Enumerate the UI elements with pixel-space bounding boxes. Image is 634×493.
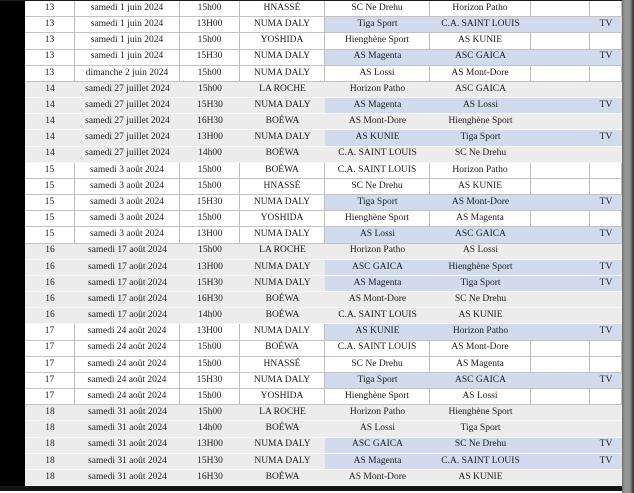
tv-badge-cell xyxy=(590,421,622,436)
table-row xyxy=(0,357,622,373)
date-cell: samedi 3 août 2024 xyxy=(75,163,180,178)
empty-cell xyxy=(531,98,590,113)
round-cell: 16 xyxy=(45,261,55,272)
round-cell: 14 xyxy=(45,132,55,143)
window-edge-bar xyxy=(622,0,634,493)
away-team-cell: Tiga Sport xyxy=(430,276,531,291)
table-row xyxy=(0,373,622,389)
table-row xyxy=(0,1,622,17)
time-cell: 13H00 xyxy=(180,17,240,32)
away-team-cell: Hienghène Sport xyxy=(448,407,513,418)
date-cell: samedi 24 août 2024 xyxy=(75,324,180,339)
home-team-cell: AS KUNIE xyxy=(325,324,430,339)
table-row xyxy=(0,454,622,470)
round-cell: 15 xyxy=(25,195,75,210)
tv-badge-cell xyxy=(590,405,622,420)
away-team-cell: AS Lossi xyxy=(430,98,531,113)
home-team-cell: Tiga Sport xyxy=(325,195,430,210)
round-cell: 18 xyxy=(45,407,55,418)
date-cell: samedi 24 août 2024 xyxy=(75,357,180,372)
table-row xyxy=(0,389,622,405)
date-cell: dimanche 2 juin 2024 xyxy=(75,66,180,81)
empty-cell xyxy=(531,260,590,275)
date-cell: samedi 1 juin 2024 xyxy=(75,17,180,32)
tv-badge-cell: TV xyxy=(590,227,622,242)
venue-cell: BOÉWA xyxy=(265,423,300,434)
venue-cell: NUMA DALY xyxy=(240,50,325,65)
time-cell: 15h00 xyxy=(180,211,240,226)
venue-cell: NUMA DALY xyxy=(254,99,311,110)
away-team-cell: AS Magenta xyxy=(430,357,531,372)
time-cell: 15h00 xyxy=(180,66,240,81)
venue-cell: BOÉWA xyxy=(265,148,300,159)
date-cell: samedi 31 août 2024 xyxy=(88,423,167,434)
time-cell: 15h00 xyxy=(198,83,222,94)
venue-cell: YOSHIDA xyxy=(240,211,325,226)
away-team-cell: C.A. SAINT LOUIS xyxy=(430,454,531,469)
away-team-cell: AS Mont-Dore xyxy=(430,66,531,81)
tv-badge-cell xyxy=(590,470,622,485)
time-cell: 13H00 xyxy=(197,439,223,450)
home-team-cell: SC Ne Drehu xyxy=(325,179,430,194)
home-team-cell: Horizon Patho xyxy=(349,407,406,418)
round-cell: 13 xyxy=(25,50,75,65)
home-team-cell: AS Mont-Dore xyxy=(348,116,407,127)
date-cell: samedi 17 août 2024 xyxy=(88,277,167,288)
date-cell: samedi 31 août 2024 xyxy=(88,439,167,450)
time-cell: 15H30 xyxy=(197,277,223,288)
left-black-bar xyxy=(0,1,25,486)
home-team-cell: SC Ne Drehu xyxy=(325,357,430,372)
venue-cell: HNASSÉ xyxy=(240,179,325,194)
tv-badge-cell: TV xyxy=(590,276,622,291)
date-cell: samedi 27 juillet 2024 xyxy=(85,116,170,127)
round-cell: 17 xyxy=(25,324,75,339)
time-cell: 15H30 xyxy=(180,195,240,210)
home-team-cell: AS Mont-Dore xyxy=(348,293,407,304)
table-row xyxy=(0,17,622,33)
empty-cell xyxy=(531,195,590,210)
empty-cell xyxy=(531,179,590,194)
round-cell: 17 xyxy=(25,373,75,388)
home-team-cell: C.A. SAINT LOUIS xyxy=(338,310,417,321)
venue-cell: YOSHIDA xyxy=(240,33,325,48)
date-cell: samedi 24 août 2024 xyxy=(75,373,180,388)
round-cell: 18 xyxy=(45,439,55,450)
round-cell: 14 xyxy=(45,148,55,159)
time-cell: 15h00 xyxy=(180,389,240,404)
time-cell: 15h00 xyxy=(180,179,240,194)
date-cell: samedi 17 août 2024 xyxy=(88,261,167,272)
tv-badge-cell xyxy=(590,211,622,226)
away-team-cell: Horizon Patho xyxy=(430,163,531,178)
venue-cell: HNASSÉ xyxy=(240,1,325,16)
date-cell: samedi 27 juillet 2024 xyxy=(85,99,170,110)
time-cell: 13H00 xyxy=(197,132,223,143)
home-team-cell: Hienghène Sport xyxy=(325,211,430,226)
round-cell: 13 xyxy=(25,17,75,32)
home-team-cell: C.A. SAINT LOUIS xyxy=(325,341,430,356)
time-cell: 15h00 xyxy=(180,341,240,356)
round-cell: 18 xyxy=(45,423,55,434)
venue-cell: NUMA DALY xyxy=(240,227,325,242)
tv-badge-cell: TV xyxy=(590,17,622,32)
round-cell: 15 xyxy=(25,211,75,226)
tv-badge-cell xyxy=(590,308,622,323)
table-row xyxy=(0,470,622,486)
date-cell: samedi 3 août 2024 xyxy=(75,179,180,194)
table-row xyxy=(0,421,622,437)
tv-badge-cell xyxy=(590,357,622,372)
away-team-cell: Horizon Patho xyxy=(430,1,531,16)
empty-cell xyxy=(531,17,590,32)
round-cell: 14 xyxy=(45,99,55,110)
venue-cell: BOÉWA xyxy=(265,116,300,127)
date-cell: samedi 17 août 2024 xyxy=(88,245,167,256)
empty-cell xyxy=(531,66,590,81)
away-team-cell: AS Mont-Dore xyxy=(430,195,531,210)
away-team-cell: SC Ne Drehu xyxy=(430,438,531,453)
empty-cell xyxy=(531,276,590,291)
tv-badge-cell: TV xyxy=(590,98,622,113)
away-team-cell: ASC GAICA xyxy=(430,227,531,242)
date-cell: samedi 31 août 2024 xyxy=(88,407,167,418)
home-team-cell: ASC GAICA xyxy=(325,260,430,275)
venue-cell: LA ROCHE xyxy=(259,407,306,418)
table-row xyxy=(0,292,622,308)
home-team-cell: Hienghène Sport xyxy=(325,33,430,48)
venue-cell: YOSHIDA xyxy=(240,389,325,404)
table-row xyxy=(0,66,622,82)
table-row xyxy=(0,244,622,260)
venue-cell: NUMA DALY xyxy=(240,373,325,388)
time-cell: 13H00 xyxy=(180,227,240,242)
venue-cell: NUMA DALY xyxy=(254,455,311,466)
away-team-cell: AS Lossi xyxy=(462,245,499,256)
table-row xyxy=(0,341,622,357)
time-cell: 15H30 xyxy=(180,50,240,65)
time-cell: 13H00 xyxy=(180,324,240,339)
date-cell: samedi 31 août 2024 xyxy=(88,455,167,466)
date-cell: samedi 1 juin 2024 xyxy=(75,1,180,16)
home-team-cell: Hienghène Sport xyxy=(325,389,430,404)
empty-cell xyxy=(531,163,590,178)
empty-cell xyxy=(531,244,590,259)
time-cell: 15H30 xyxy=(197,99,223,110)
empty-cell xyxy=(531,357,590,372)
time-cell: 16H30 xyxy=(197,116,223,127)
tv-badge-cell xyxy=(590,82,622,97)
round-cell: 17 xyxy=(25,341,75,356)
home-team-cell: AS Magenta xyxy=(325,98,430,113)
venue-cell: NUMA DALY xyxy=(254,132,311,143)
time-cell: 16H30 xyxy=(197,471,223,482)
empty-cell xyxy=(531,324,590,339)
time-cell: 14h00 xyxy=(198,310,222,321)
empty-cell xyxy=(531,454,590,469)
round-cell: 15 xyxy=(25,163,75,178)
table-row xyxy=(0,438,622,454)
round-cell: 16 xyxy=(45,277,55,288)
home-team-cell: ASC GAICA xyxy=(325,438,430,453)
home-team-cell: C.A. SAINT LOUIS xyxy=(338,148,417,159)
home-team-cell: Horizon Patho xyxy=(349,245,406,256)
venue-cell: BOÉWA xyxy=(265,471,300,482)
tv-badge-cell xyxy=(590,66,622,81)
tv-badge-cell: TV xyxy=(590,195,622,210)
table-row xyxy=(0,276,622,292)
round-cell: 13 xyxy=(25,33,75,48)
home-team-cell: AS Lossi xyxy=(325,66,430,81)
time-cell: 15h00 xyxy=(180,357,240,372)
empty-cell xyxy=(531,211,590,226)
venue-cell: NUMA DALY xyxy=(254,277,311,288)
table-row xyxy=(0,260,622,276)
empty-cell xyxy=(531,227,590,242)
empty-cell xyxy=(531,50,590,65)
table-bottom-border xyxy=(0,486,622,491)
empty-cell xyxy=(531,373,590,388)
away-team-cell: ASC GAICA xyxy=(430,50,531,65)
date-cell: samedi 24 août 2024 xyxy=(75,341,180,356)
home-team-cell: Horizon Patho xyxy=(349,83,406,94)
time-cell: 13H00 xyxy=(197,261,223,272)
home-team-cell: AS Magenta xyxy=(325,454,430,469)
date-cell: samedi 3 août 2024 xyxy=(75,211,180,226)
table-row xyxy=(0,324,622,340)
round-cell: 18 xyxy=(45,471,55,482)
home-team-cell: C.A. SAINT LOUIS xyxy=(325,163,430,178)
away-team-cell: Horizon Patho xyxy=(430,324,531,339)
empty-cell xyxy=(531,147,590,162)
tv-badge-cell: TV xyxy=(590,454,622,469)
home-team-cell: Tiga Sport xyxy=(325,373,430,388)
round-cell: 16 xyxy=(45,310,55,321)
date-cell: samedi 17 août 2024 xyxy=(88,310,167,321)
table-row xyxy=(0,163,622,179)
venue-cell: LA ROCHE xyxy=(259,83,306,94)
tv-badge-cell xyxy=(590,114,622,129)
tv-badge-cell xyxy=(590,292,622,307)
round-cell: 16 xyxy=(45,245,55,256)
away-team-cell: AS KUNIE xyxy=(458,471,503,482)
time-cell: 15h00 xyxy=(180,163,240,178)
tv-badge-cell: TV xyxy=(590,50,622,65)
table-row xyxy=(0,308,622,324)
time-cell: 15H30 xyxy=(197,455,223,466)
home-team-cell: SC Ne Drehu xyxy=(325,1,430,16)
tv-badge-cell: TV xyxy=(590,373,622,388)
date-cell: samedi 1 juin 2024 xyxy=(75,50,180,65)
round-cell: 15 xyxy=(25,179,75,194)
away-team-cell: AS Mont-Dore xyxy=(430,341,531,356)
round-cell: 14 xyxy=(45,83,55,94)
table-row xyxy=(0,195,622,211)
time-cell: 15H30 xyxy=(180,373,240,388)
table-row xyxy=(0,211,622,227)
empty-cell xyxy=(531,389,590,404)
table-row xyxy=(0,98,622,114)
empty-cell xyxy=(531,308,590,323)
tv-badge-cell xyxy=(590,341,622,356)
time-cell: 14h00 xyxy=(198,423,222,434)
empty-cell xyxy=(531,421,590,436)
away-team-cell: AS KUNIE xyxy=(458,310,503,321)
empty-cell xyxy=(531,341,590,356)
home-team-cell: AS Magenta xyxy=(325,276,430,291)
empty-cell xyxy=(531,82,590,97)
away-team-cell: AS Lossi xyxy=(430,389,531,404)
away-team-cell: AS KUNIE xyxy=(430,33,531,48)
date-cell: samedi 27 juillet 2024 xyxy=(85,83,170,94)
away-team-cell: Tiga Sport xyxy=(460,423,501,434)
away-team-cell: Tiga Sport xyxy=(430,130,531,145)
round-cell: 18 xyxy=(45,455,55,466)
date-cell: samedi 3 août 2024 xyxy=(75,227,180,242)
time-cell: 16H30 xyxy=(197,293,223,304)
time-cell: 14h00 xyxy=(198,148,222,159)
venue-cell: BOÉWA xyxy=(265,293,300,304)
table-row xyxy=(0,130,622,146)
venue-cell: LA ROCHE xyxy=(259,245,306,256)
home-team-cell: AS Mont-Dore xyxy=(348,471,407,482)
tv-badge-cell xyxy=(590,244,622,259)
round-cell: 17 xyxy=(25,389,75,404)
date-cell: samedi 31 août 2024 xyxy=(88,471,167,482)
round-cell: 13 xyxy=(25,1,75,16)
time-cell: 15h00 xyxy=(198,245,222,256)
empty-cell xyxy=(531,33,590,48)
table-row xyxy=(0,227,622,243)
away-team-cell: ASC GAICA xyxy=(455,83,506,94)
round-cell: 14 xyxy=(45,116,55,127)
tv-badge-cell: TV xyxy=(590,324,622,339)
table-row xyxy=(0,33,622,49)
tv-badge-cell xyxy=(590,163,622,178)
venue-cell: BOÉWA xyxy=(265,310,300,321)
round-cell: 16 xyxy=(45,293,55,304)
empty-cell xyxy=(531,114,590,129)
venue-cell: NUMA DALY xyxy=(240,17,325,32)
tv-badge-cell xyxy=(590,1,622,16)
table-row xyxy=(0,147,622,163)
table-row xyxy=(0,405,622,421)
empty-cell xyxy=(531,470,590,485)
venue-cell: NUMA DALY xyxy=(240,66,325,81)
date-cell: samedi 1 juin 2024 xyxy=(75,33,180,48)
empty-cell xyxy=(531,438,590,453)
empty-cell xyxy=(531,130,590,145)
time-cell: 15h00 xyxy=(180,1,240,16)
venue-cell: NUMA DALY xyxy=(240,195,325,210)
away-team-cell: Hienghène Sport xyxy=(448,116,513,127)
round-cell: 13 xyxy=(25,66,75,81)
table-row xyxy=(0,114,622,130)
tv-badge-cell: TV xyxy=(590,130,622,145)
away-team-cell: C.A. SAINT LOUIS xyxy=(430,17,531,32)
home-team-cell: AS Lossi xyxy=(359,423,396,434)
venue-cell: NUMA DALY xyxy=(240,324,325,339)
tv-badge-cell: TV xyxy=(590,260,622,275)
round-cell: 15 xyxy=(25,227,75,242)
tv-badge-cell xyxy=(590,33,622,48)
venue-cell: BOÉWA xyxy=(240,341,325,356)
table-row xyxy=(0,82,622,98)
venue-cell: NUMA DALY xyxy=(254,439,311,450)
away-team-cell: SC Ne Drehu xyxy=(454,148,507,159)
home-team-cell: AS Lossi xyxy=(325,227,430,242)
home-team-cell: AS Magenta xyxy=(325,50,430,65)
home-team-cell: Tiga Sport xyxy=(325,17,430,32)
date-cell: samedi 24 août 2024 xyxy=(75,389,180,404)
date-cell: samedi 27 juillet 2024 xyxy=(85,148,170,159)
table-row xyxy=(0,179,622,195)
empty-cell xyxy=(531,292,590,307)
home-team-cell: AS KUNIE xyxy=(325,130,430,145)
round-cell: 17 xyxy=(25,357,75,372)
venue-cell: NUMA DALY xyxy=(254,261,311,272)
tv-badge-cell xyxy=(590,389,622,404)
date-cell: samedi 17 août 2024 xyxy=(88,293,167,304)
date-cell: samedi 3 août 2024 xyxy=(75,195,180,210)
date-cell: samedi 27 juillet 2024 xyxy=(85,132,170,143)
empty-cell xyxy=(531,405,590,420)
away-team-cell: Hienghène Sport xyxy=(430,260,531,275)
venue-cell: BOÉWA xyxy=(240,163,325,178)
table-row xyxy=(0,50,622,66)
away-team-cell: AS KUNIE xyxy=(430,179,531,194)
empty-cell xyxy=(531,1,590,16)
away-team-cell: SC Ne Drehu xyxy=(454,293,507,304)
away-team-cell: ASC GAICA xyxy=(430,373,531,388)
tv-badge-cell xyxy=(590,179,622,194)
away-team-cell: AS Magenta xyxy=(430,211,531,226)
time-cell: 15h00 xyxy=(180,33,240,48)
tv-badge-cell: TV xyxy=(590,438,622,453)
venue-cell: HNASSÉ xyxy=(240,357,325,372)
time-cell: 15h00 xyxy=(198,407,222,418)
tv-badge-cell xyxy=(590,147,622,162)
